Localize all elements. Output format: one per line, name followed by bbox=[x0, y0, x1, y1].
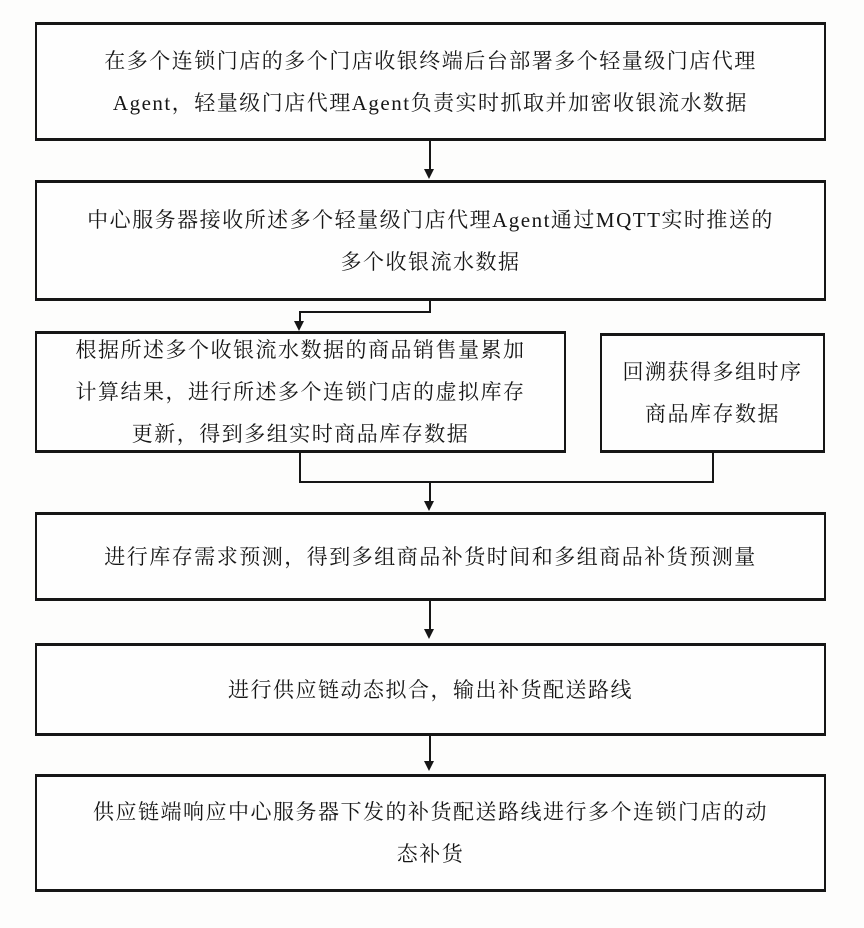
flow-step-server-receive-text-line1: 中心服务器接收所述多个轻量级门店代理Agent通过MQTT实时推送的 bbox=[87, 207, 774, 232]
flow-step-deploy-agents-text-line1: 在多个连锁门店的多个门店收银终端后台部署多个轻量级门店代理 bbox=[104, 48, 757, 73]
flow-step-backtrack-timeseries-box bbox=[600, 333, 825, 453]
flow-step-backtrack-timeseries-text-line2: 商品库存数据 bbox=[645, 402, 780, 426]
flow-step-dynamic-replenishment-text-line2: 态补货 bbox=[396, 842, 465, 866]
arrow-merge-to-forecast-head-icon bbox=[424, 501, 434, 511]
flow-step-dynamic-replenishment-box bbox=[35, 774, 826, 892]
arrow-fitting-to-replenish-head-icon bbox=[424, 761, 434, 771]
flow-step-supply-chain-fitting-box bbox=[35, 643, 826, 736]
flow-step-backtrack-timeseries-text-line1: 回溯获得多组时序 bbox=[622, 360, 803, 384]
flow-step-virtual-inventory-update-text-line2: 计算结果，进行所述多个连锁门店的虚拟库存 bbox=[75, 380, 526, 404]
flow-step-deploy-agents-text-line2: Agent，轻量级门店代理Agent负责实时抓取并加密收银流水数据 bbox=[112, 90, 749, 115]
flow-step-demand-forecast-text-line1: 进行库存需求预测，得到多组商品补货时间和多组商品补货预测量 bbox=[104, 544, 757, 569]
arrow-forecast-to-fitting-stem bbox=[429, 601, 431, 630]
flow-step-server-receive-box bbox=[35, 180, 826, 301]
connector-backtrack-to-forecast-right-drop bbox=[712, 453, 714, 483]
flow-step-virtual-inventory-update-box bbox=[35, 331, 566, 453]
connector-receive-to-update-across bbox=[300, 311, 431, 313]
arrow-deploy-to-receive-head-icon bbox=[424, 169, 434, 179]
connector-merge-across bbox=[299, 481, 714, 483]
arrow-deploy-to-receive-stem bbox=[429, 141, 431, 169]
flow-step-demand-forecast-box bbox=[35, 512, 826, 601]
flow-step-virtual-inventory-update-text-line3: 更新，得到多组实时商品库存数据 bbox=[131, 422, 470, 446]
arrow-forecast-to-fitting-head-icon bbox=[424, 629, 434, 639]
flow-step-dynamic-replenishment-text-line1: 供应链端响应中心服务器下发的补货配送路线进行多个连锁门店的动 bbox=[93, 800, 768, 824]
flow-step-supply-chain-fitting-text-line1: 进行供应链动态拟合，输出补货配送路线 bbox=[228, 677, 633, 702]
arrow-fitting-to-replenish-stem bbox=[429, 736, 431, 762]
connector-update-to-forecast-left-drop bbox=[299, 453, 301, 483]
flow-step-virtual-inventory-update-text-line1: 根据所述多个收银流水数据的商品销售量累加 bbox=[75, 338, 526, 362]
flow-step-deploy-agents-box bbox=[35, 22, 826, 141]
flow-step-server-receive-text-line2: 多个收银流水数据 bbox=[340, 249, 521, 274]
connector-merge-to-forecast-stem bbox=[429, 481, 431, 502]
